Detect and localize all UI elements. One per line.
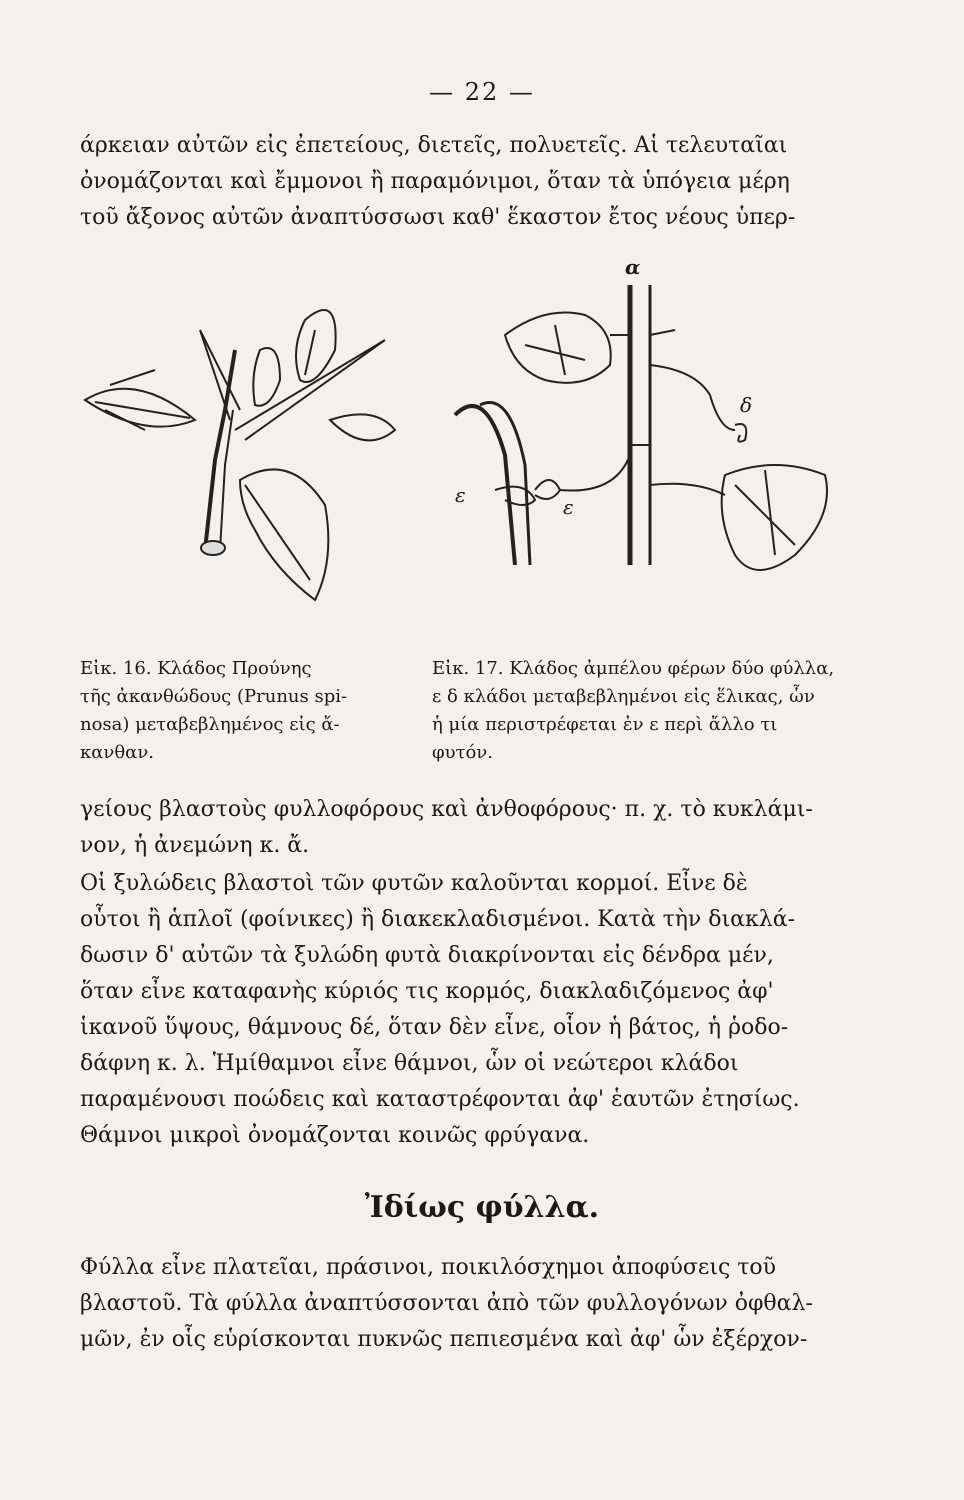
text-line: παραμένουσι ποώδεις καὶ καταστρέφονται ἀφ' ἑαυτῶν ἐτησίως. (80, 1087, 800, 1112)
text-line: τοῦ ἄξονος αὐτῶν ἀναπτύσσωσι καθ' ἕκαστον ἔτος νέους ὑπερ- (80, 205, 796, 230)
text-line: ὀνομάζονται καὶ ἔμμονοι ἢ παραμόνιμοι, ὅταν τὰ ὑπόγεια μέρη (80, 169, 790, 194)
text-line: ὅταν εἶνε καταφανὴς κύριός τις κορμός, διακλαδιζόμενος ἀφ' (80, 979, 774, 1004)
figure-label-epsilon-right: ε (563, 495, 574, 519)
figure-17-caption (432, 655, 834, 767)
text-line: δωσιν δ' αὐτῶν τὰ ξυλώδη φυτὰ διακρίνονται εἰς δένδρα μέν, (80, 943, 774, 968)
page-number: — 22 — (429, 78, 535, 106)
caption-line: ε δ κλάδοι μεταβεβλημένοι εἰς ἕλικας, ὧν (432, 686, 815, 707)
caption-line: ἡ μία περιστρέφεται ἐν ε περὶ ἄλλο τι (432, 714, 778, 735)
figure-label-epsilon-left: ε (455, 483, 466, 507)
paragraph-middle (80, 792, 880, 864)
caption-line: φυτόν. (432, 742, 494, 763)
section-title: Ἰδίως φύλλα. (364, 1190, 600, 1225)
caption-line: nosa) μεταβεβλημένος εἰς ἄ- (80, 714, 340, 735)
paragraph-wood (80, 866, 880, 1154)
text-line: Φύλλα εἶνε πλατεῖαι, πράσινοι, ποικιλόσχημοι ἀποφύσεις τοῦ (80, 1255, 777, 1280)
text-line: μῶν, ἐν οἷς εὑρίσκονται πυκνῶς πεπιεσμένα καὶ ἀφ' ὧν ἐξέρχον- (80, 1327, 808, 1352)
caption-line: τῆς ἀκανθώδους (Prunus spi- (80, 686, 348, 707)
caption-line: Εἰκ. 17. Κλάδος ἀμπέλου φέρων δύο φύλλα, (432, 658, 835, 679)
text-line: ἱκανοῦ ὕψους, θάμνους δέ, ὅταν δὲν εἶνε, οἷον ἡ βάτος, ἡ ῥοδο- (80, 1015, 789, 1040)
figure-16-illustration (75, 290, 435, 630)
text-line: άρκειαν αὐτῶν εἰς ἐπετείους, διετεῖς, πολυετεῖς. Αἱ τελευταῖαι (80, 133, 788, 158)
text-line: Οἱ ξυλώδεις βλαστοὶ τῶν φυτῶν καλοῦνται κορμοί. Εἶνε δὲ (80, 871, 748, 896)
paragraph-leaves (80, 1250, 880, 1358)
text-line: δάφνη κ. λ. Ἡμίθαμνοι εἶνε θάμνοι, ὧν οἱ νεώτεροι κλάδοι (80, 1051, 739, 1076)
figure-16-caption (80, 655, 347, 767)
caption-line: Εἰκ. 16. Κλάδος Προύνης (80, 658, 312, 679)
text-line: βλαστοῦ. Τὰ φύλλα ἀναπτύσσονται ἀπὸ τῶν φυλλογόνων ὀφθαλ- (80, 1291, 813, 1316)
text-line: γείους βλαστοὺς φυλλοφόρους καὶ ἀνθοφόρους· π. χ. τὸ κυκλάμι- (80, 797, 813, 822)
caption-line: κανθαν. (80, 742, 155, 763)
figure-label-delta: δ (740, 393, 753, 417)
paragraph-top (80, 128, 880, 236)
text-line: νον, ἡ ἀνεμώνη κ. ἄ. (80, 833, 310, 858)
text-line: οὗτοι ἢ ἁπλοῖ (φοίνικες) ἢ διακεκλαδισμένοι. Κατὰ τὴν διακλά- (80, 907, 796, 932)
text-line: Θάμνοι μικροὶ ὀνομάζονται κοινῶς φρύγανα. (80, 1123, 590, 1148)
figure-17-illustration (435, 255, 875, 645)
figure-label-a: α (625, 255, 641, 279)
